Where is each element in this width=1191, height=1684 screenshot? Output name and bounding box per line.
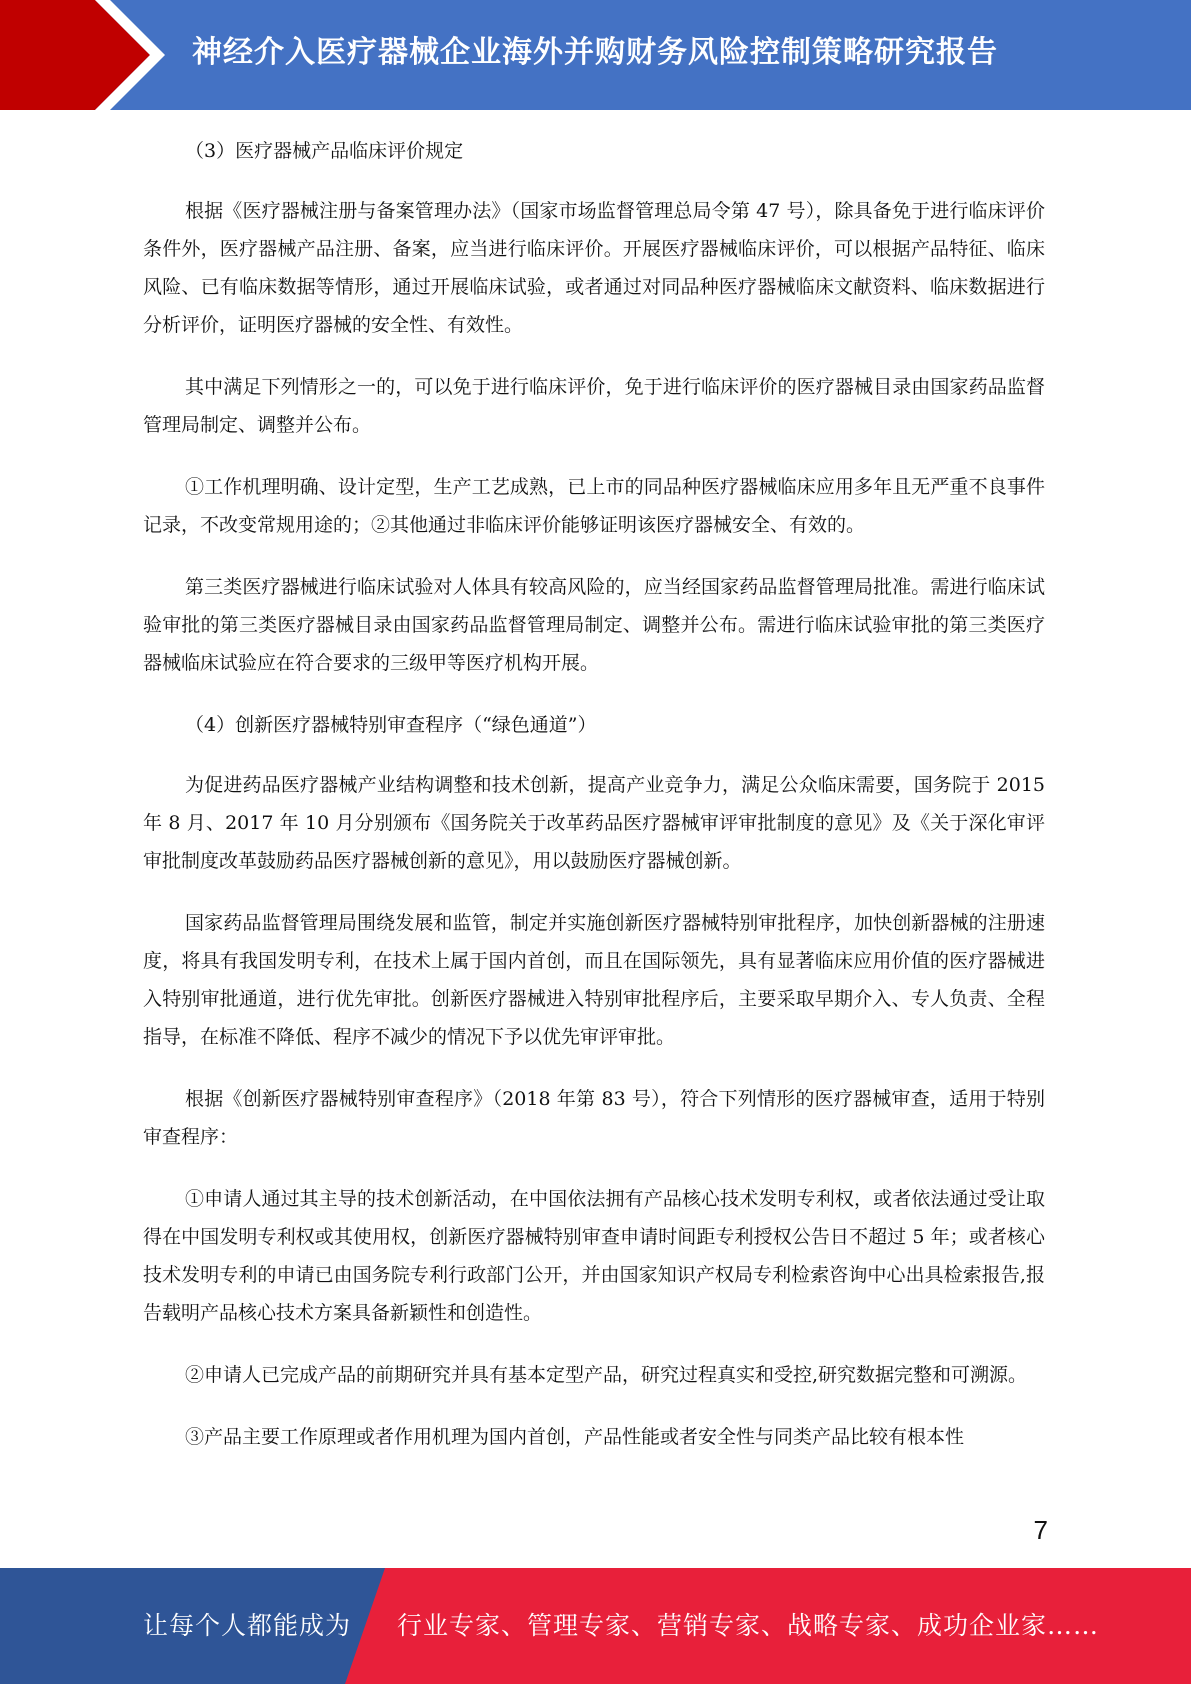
footer-slogan-right: 行业专家、管理专家、营销专家、战略专家、成功企业家…… <box>397 1611 1100 1640</box>
body-paragraph: ①工作机理明确、设计定型，生产工艺成熟，已上市的同品种医疗器械临床应用多年且无严重不良事件记录，不改变常规用途的；②其他通过非临床评价能够证明该医疗器械安全、有效的。 <box>143 476 1045 536</box>
body-paragraph: 其中满足下列情形之一的，可以免于进行临床评价，免于进行临床评价的医疗器械目录由国家药品监督管理局制定、调整并公布。 <box>143 376 1045 436</box>
body-paragraph: 根据《创新医疗器械特别审查程序》（2018 年第 83 号），符合下列情形的医疗器械审查，适用于特别审查程序： <box>143 1088 1045 1148</box>
body-paragraph: 第三类医疗器械进行临床试验对人体具有较高风险的，应当经国家药品监督管理局批准。需进行临床试验审批的第三类医疗器械目录由国家药品监督管理局制定、调整并公布。需进行临床试验审批的第三类医疗器械临床试验应在符合要求的三级甲等医疗机构开展。 <box>143 576 1045 674</box>
body-paragraph: 根据《医疗器械注册与备案管理办法》（国家市场监督管理总局令第 47 号），除具备免于进行临床评价条件外，医疗器械产品注册、备案，应当进行临床评价。开展医疗器械临床评价，可以根据产品特征、临床风险、已有临床数据等情形，通过开展临床试验，或者通过对同品种医疗器械临床文献资料、临床数据进行分析评价，证明医疗器械的安全性、有效性。 <box>143 200 1045 336</box>
page-header <box>0 0 1191 110</box>
page-footer <box>0 1568 1191 1684</box>
body-paragraph: ②申请人已完成产品的前期研究并具有基本定型产品，研究过程真实和受控,研究数据完整和可溯源。 <box>185 1364 1028 1386</box>
body-paragraph: 国家药品监督管理局围绕发展和监管，制定并实施创新医疗器械特别审批程序，加快创新器械的注册速度，将具有我国发明专利，在技术上属于国内首创，而且在国际领先，具有显著临床应用价值的医疗器械进入特别审批通道，进行优先审批。创新医疗器械进入特别审批程序后，主要采取早期介入、专人负责、全程指导，在标准不降低、程序不减少的情况下予以优先审评审批。 <box>143 912 1045 1048</box>
document-body <box>143 132 1045 1480</box>
section-heading-4: （4）创新医疗器械特别审查程序（“绿色通道”） <box>185 714 597 736</box>
body-paragraph: 为促进药品医疗器械产业结构调整和技术创新，提高产业竞争力，满足公众临床需要，国务院于 2015 年 8 月、2017 年 10 月分别颁布《国务院关于改革药品医疗器械审评审批制度的意见》及《关于深化审评审批制度改革鼓励药品医疗器械创新的意见》，用以鼓励医疗器械创新。 <box>143 774 1045 872</box>
body-paragraph: ①申请人通过其主导的技术创新活动，在中国依法拥有产品核心技术发明专利权，或者依法通过受让取得在中国发明专利权或其使用权，创新医疗器械特别审查申请时间距专利授权公告日不超过 5 年；或者核心技术发明专利的申请已由国务院专利行政部门公开，并由国家知识产权局专利检索咨询中心出具检索报告,报告载明产品核心技术方案具备新颖性和创造性。 <box>143 1188 1045 1324</box>
body-paragraph: ③产品主要工作原理或者作用机理为国内首创，产品性能或者安全性与同类产品比较有根本性 <box>185 1426 965 1448</box>
section-heading-3: （3）医疗器械产品临床评价规定 <box>185 140 464 162</box>
header-title: 神经介入医疗器械企业海外并购财务风险控制策略研究报告 <box>192 35 998 70</box>
footer-slogan-left: 让每个人都能成为 <box>143 1611 352 1640</box>
page-number: 7 <box>1033 1515 1048 1545</box>
